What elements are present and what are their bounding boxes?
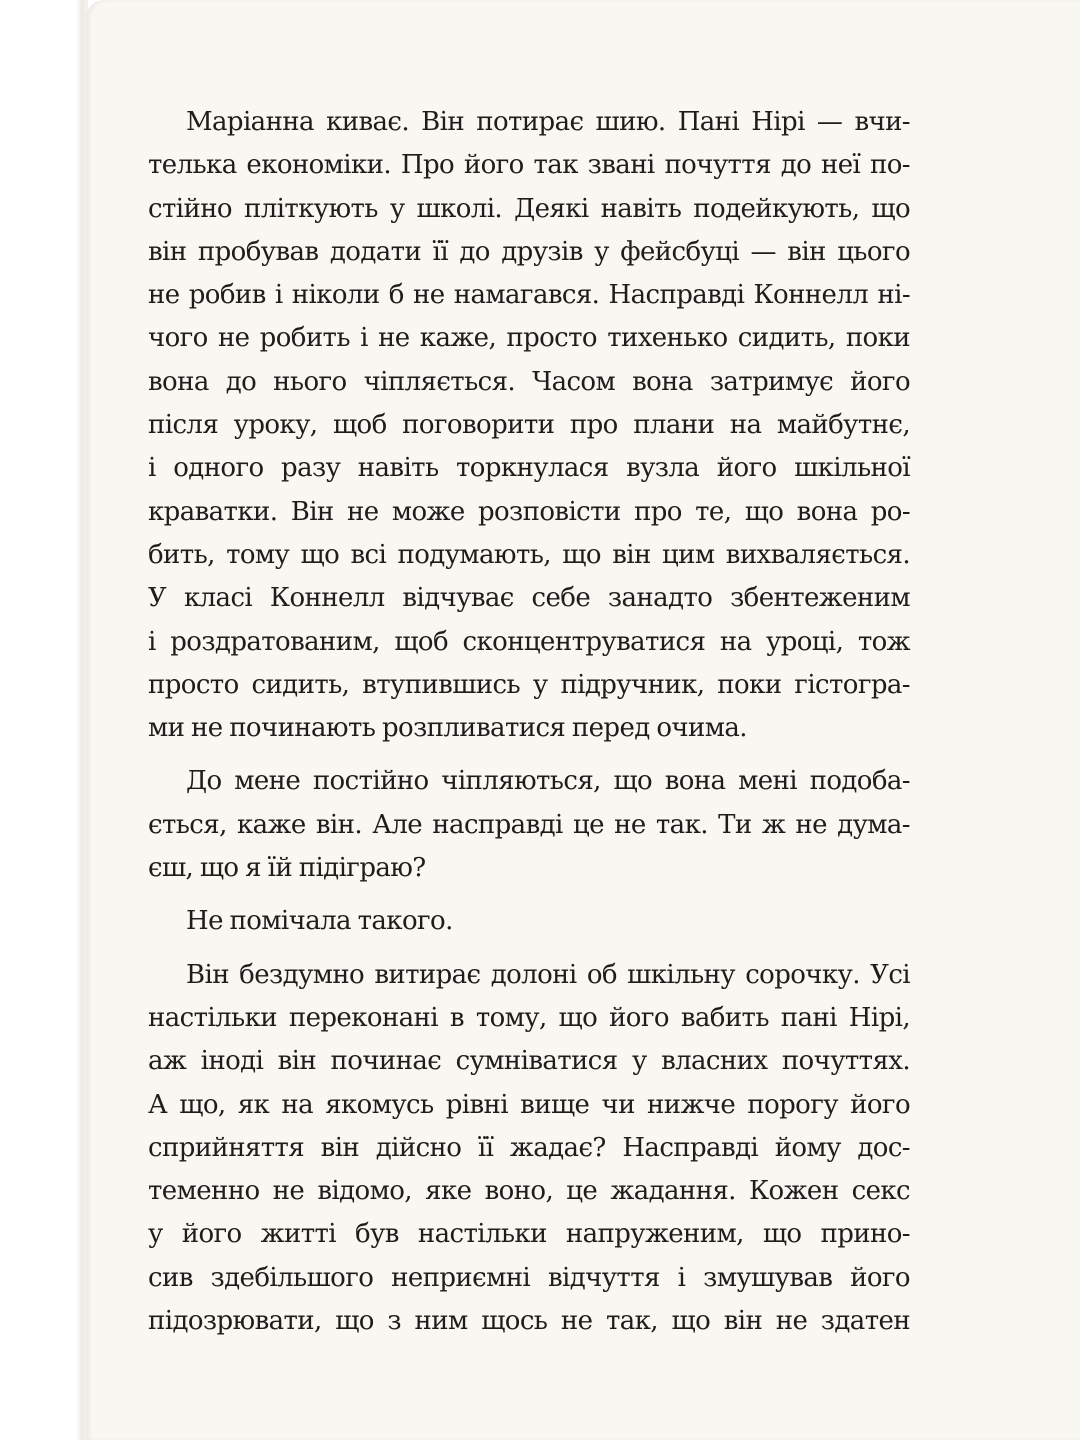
text-line: чого не робить і не каже, просто тихенько сидить, поки: [148, 323, 910, 354]
paragraph-3: [148, 900, 910, 943]
text-line: не робив і ніколи б не намагався. Насправді Коннелл ні-: [148, 280, 910, 311]
text-line: А що, як на якомусь рівні вище чи нижче порогу його: [148, 1089, 910, 1120]
text-line: ється, каже він. Але насправді це не так. Ти ж не дума-: [148, 809, 910, 840]
text-line: єш, що я їй підіграю?: [148, 853, 426, 884]
text-line: краватки. Він не може розповісти про те, що вона ро-: [148, 496, 910, 527]
text-line: бить, тому що всі подумають, що він цим вихваляється.: [148, 539, 910, 570]
text-line: Не помічала такого.: [186, 906, 453, 937]
text-line: і роздратованим, щоб сконцентруватися на уроці, тож: [148, 626, 910, 657]
text-line: сприйняття він дійсно її жадає? Насправді йому дос-: [148, 1132, 910, 1163]
text-line: стійно пліткують у школі. Деякі навіть подейкують, що: [148, 193, 910, 224]
text-line: і одного разу навіть торкнулася вузла його шкільної: [148, 453, 910, 484]
text-line: Він бездумно витирає долоні об шкільну сорочку. Усі: [186, 959, 910, 990]
paragraph-2: [148, 760, 910, 890]
text-line: теменно не відомо, яке воно, це жадання. Кожен секс: [148, 1176, 910, 1207]
page-edge: [0, 0, 88, 1440]
text-line: сив здебільшого неприємні відчуття і змушував його: [148, 1262, 910, 1293]
text-line: просто сидить, втупившись у підручник, поки гістогра-: [148, 669, 910, 700]
text-line: після уроку, щоб поговорити про плани на майбутнє,: [148, 410, 910, 441]
body-text: [148, 101, 910, 1353]
paragraph-4: [148, 954, 910, 1344]
text-line: вона до нього чіпляється. Часом вона затримує його: [148, 366, 910, 397]
text-line: аж іноді він починає сумніватися у власних почуттях.: [148, 1046, 910, 1077]
text-line: У класі Коннелл відчуває себе занадто збентеженим: [148, 583, 910, 614]
text-line: Маріанна киває. Він потирає шию. Пані Нірі — вчи-: [186, 107, 910, 137]
paragraph-1: [148, 101, 910, 750]
text-line: настільки переконані в тому, що його вабить пані Нірі,: [148, 1002, 910, 1033]
text-line: До мене постійно чіпляються, що вона мені подоба-: [186, 766, 910, 797]
text-line: у його житті був настільки напруженим, що прино-: [148, 1219, 910, 1250]
text-line: ми не починають розпливатися перед очима.: [148, 713, 747, 744]
text-line: телька економіки. Про його так звані почуття до неї по-: [148, 150, 910, 181]
text-line: підозрювати, що з ним щось не так, що він не здатен: [148, 1306, 910, 1337]
text-line: він пробував додати її до друзів у фейсбуці — він цього: [148, 236, 910, 267]
